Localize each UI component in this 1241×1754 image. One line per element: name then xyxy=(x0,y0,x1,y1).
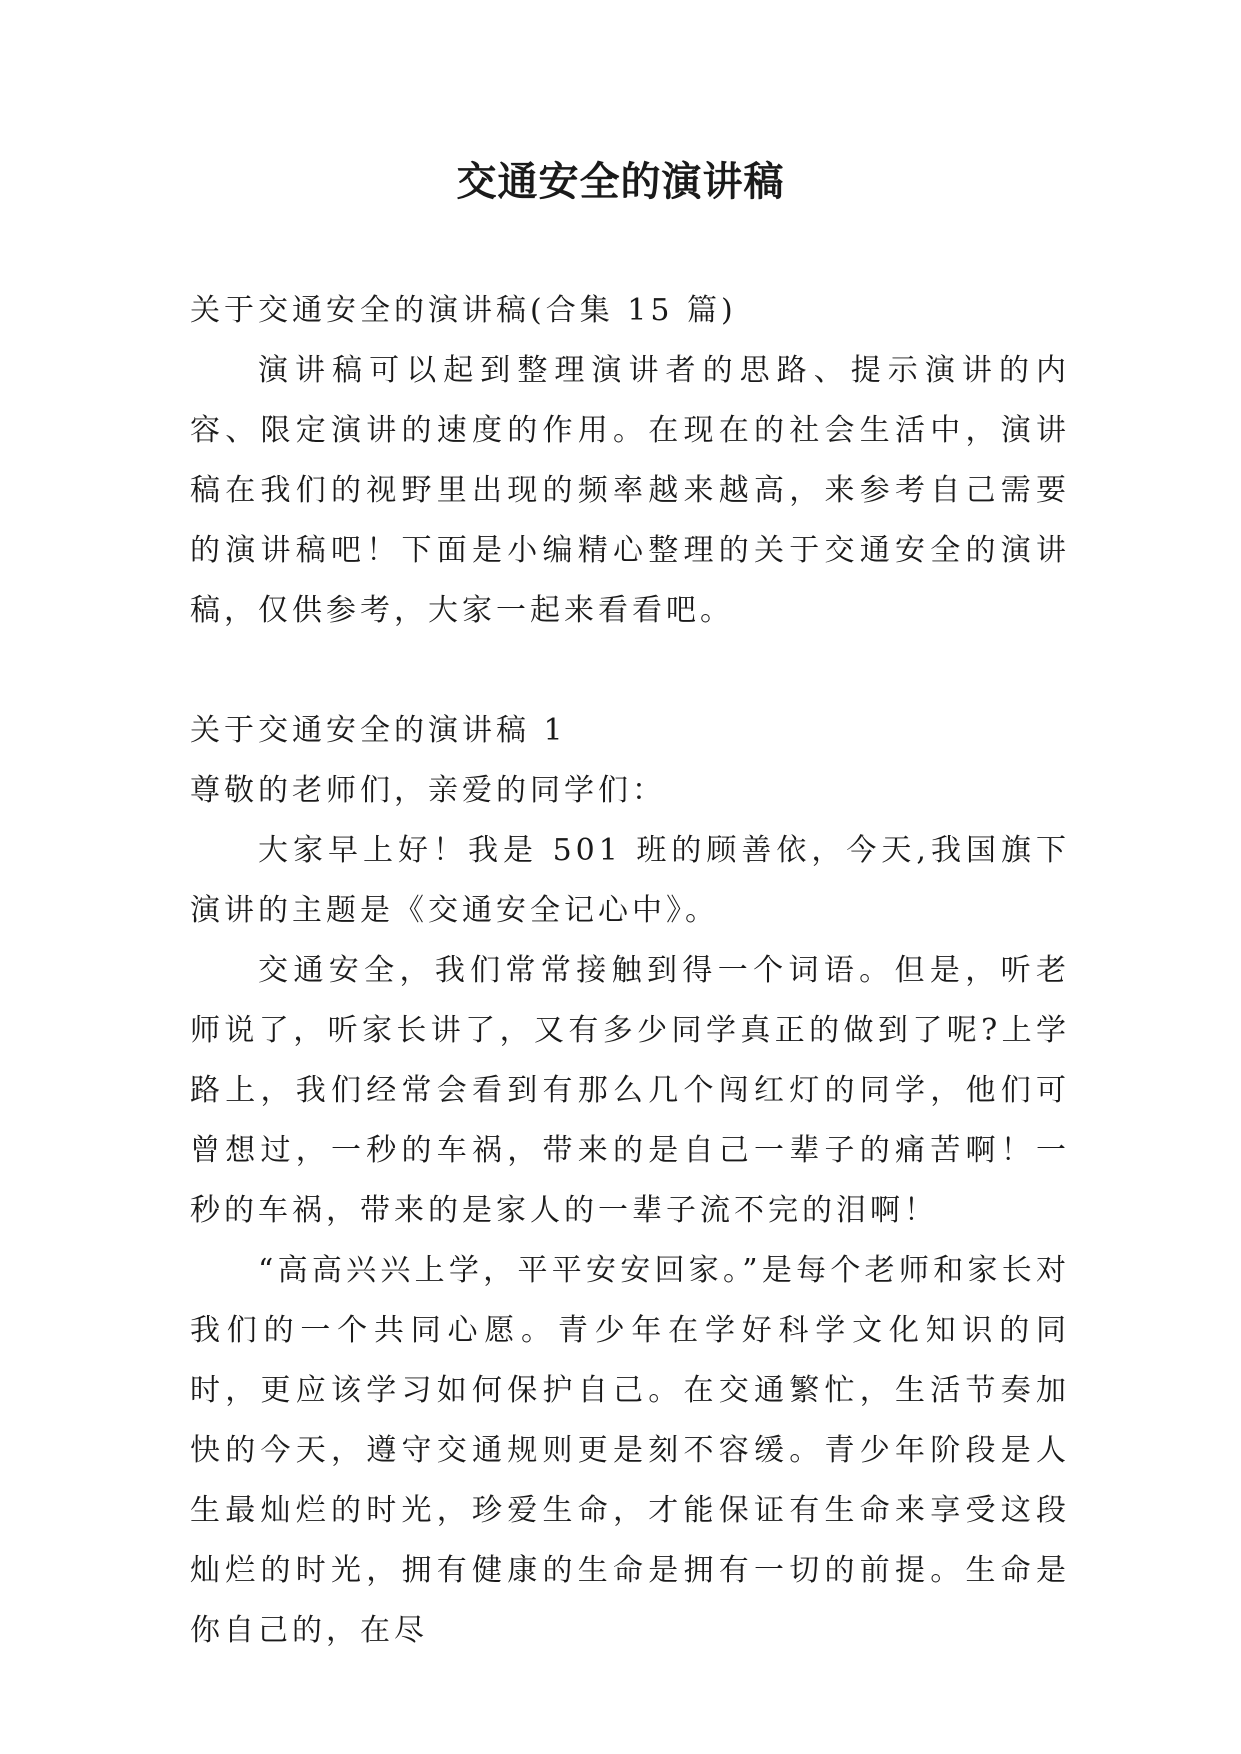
body-paragraph: “高高兴兴上学，平平安安回家。”是每个老师和家长对我们的一个共同心愿。青少年在学好科学文化知识的同时，更应该学习如何保护自己。在交通繁忙，生活节奏加快的今天，遵守交通规则更是刻不容缓。青少年阶段是人生最灿烂的时光，珍爱生命，才能保证有生命来享受这段灿烂的时光，拥有健康的生命是拥有一切的前提。生命是你自己的，在尽 xyxy=(190,1253,1070,1648)
document-body xyxy=(190,281,1070,1661)
body-paragraph: 大家早上好！我是 501 班的顾善依，今天,我国旗下演讲的主题是《交通安全记心中》。 xyxy=(190,833,1070,928)
document-title: 交通安全的演讲稿 xyxy=(456,158,785,205)
intro-paragraph: 演讲稿可以起到整理演讲者的思路、提示演讲的内容、限定演讲的速度的作用。在现在的社会生活中，演讲稿在我们的视野里出现的频率越来越高，来参考自己需要的演讲稿吧！下面是小编精心整理的关于交通安全的演讲稿，仅供参考，大家一起来看看吧。 xyxy=(190,353,1070,628)
speech-heading: 关于交通安全的演讲稿 1 xyxy=(190,713,567,748)
collection-heading: 关于交通安全的演讲稿(合集 15 篇) xyxy=(190,293,737,328)
paragraph-gap xyxy=(190,641,1070,701)
body-paragraph: 交通安全，我们常常接触到得一个词语。但是，听老师说了，听家长讲了，又有多少同学真正的做到了呢?上学路上，我们经常会看到有那么几个闯红灯的同学，他们可曾想过，一秒的车祸，带来的是自己一辈子的痛苦啊！一秒的车祸，带来的是家人的一辈子流不完的泪啊！ xyxy=(190,953,1070,1228)
salutation: 尊敬的老师们，亲爱的同学们： xyxy=(190,773,666,808)
